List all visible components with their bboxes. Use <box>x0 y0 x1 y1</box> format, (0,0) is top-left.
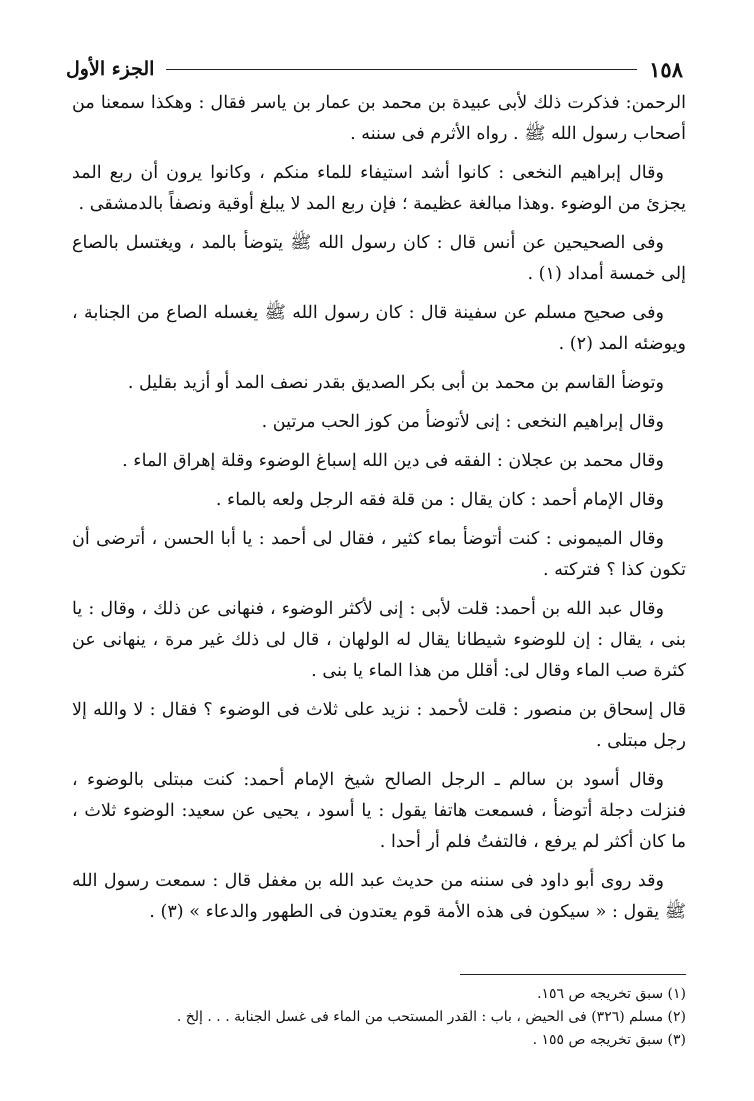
paragraph: وقال محمد بن عجلان : الفقه فى دين الله إسباغ الوضوء وقلة إهراق الماء . <box>122 451 664 471</box>
footnote: (٢) مسلم (٣٢٦) فى الحيض ، باب : القدر المستحب من الماء فى غسل الجنابة . . . إلخ . <box>176 1009 686 1025</box>
paragraph: وقال إبراهيم النخعى : إنى لأتوضأ من كوز الحب مرتين . <box>261 412 664 432</box>
paragraph: وتوضأ القاسم بن محمد بن أبى بكر الصديق بقدر نصف المد أو أزيد بقليل . <box>127 373 664 393</box>
page-header <box>66 54 683 84</box>
paragraph: قال إسحاق بن منصور : قلت لأحمد : نزيد على ثلاث فى الوضوء ؟ فقال : لا والله إلا رجل مبتلى . <box>72 700 686 751</box>
paragraph: وقال أسود بن سالم ـ الرجل الصالح شيخ الإمام أحمد: كنت مبتلى بالوضوء ، فنزلت دجلة أتوضأ ، فسمعت هاتفا يقول : يا أسود ، يحيى عن سعيد: الوضوء ثلاث ، ما كان أكثر لم يرفع ، فالتفتُ فلم أر أحدا . <box>72 770 686 852</box>
footnote-divider <box>460 974 686 975</box>
paragraph: وقال الإمام أحمد : كان يقال : من قلة فقه الرجل ولعه بالماء . <box>215 490 664 510</box>
paragraph: وقال الميمونى : كنت أتوضأ بماء كثير ، فقال لى أحمد : يا أبا الحسن ، أترضى أن تكون كذا ؟ فتركته . <box>72 529 686 580</box>
paragraph: وقد روى أبو داود فى سننه من حديث عبد الله بن مغفل قال : سمعت رسول الله ﷺ يقول : « سيكون فى هذه الأمة قوم يعتدون فى الطهور والدعاء » (٣) . <box>72 871 686 922</box>
footnote: (٣) سبق تخريجه ص ١٥٥ . <box>532 1032 686 1048</box>
paragraph: وفى الصحيحين عن أنس قال : كان رسول الله ﷺ يتوضأ بالمد ، ويغتسل بالصاع إلى خمسة أمداد (١) . <box>72 233 686 284</box>
paragraph: الرحمن: فذكرت ذلك لأبى عبيدة بن محمد بن عمار بن ياسر فقال : وهكذا سمعنا من أصحاب رسول الله ﷺ . رواه الأثرم فى سننه . <box>72 93 686 144</box>
page-number: ١٥٨ <box>649 56 683 82</box>
footnotes <box>72 983 686 1052</box>
footnote: (١) سبق تخريجه ص ١٥٦. <box>537 986 686 1002</box>
volume-title: الجزء الأول <box>66 58 155 80</box>
paragraph: وفى صحيح مسلم عن سفينة قال : كان رسول الله ﷺ يغسله الصاع من الجنابة ، ويوضئه المد (٢) . <box>72 303 686 354</box>
main-text <box>72 88 686 936</box>
header-rule <box>166 69 637 70</box>
paragraph: وقال عبد الله بن أحمد: قلت لأبى : إنى لأكثر الوضوء ، فنهانى عن ذلك ، وقال : يا بنى ، يقال : إن للوضوء شيطانا يقال له الولهان ، قال لى ذلك غير مرة ، ينهانى عن كثرة صب الماء وقال لى: أقلل من هذا الماء يا بنى . <box>72 599 686 681</box>
paragraph: وقال إبراهيم النخعى : كانوا أشد استيفاء للماء منكم ، وكانوا يرون أن ربع المد يجزئ من الوضوء .وهذا مبالغة عظيمة ؛ فإن ربع المد لا يبلغ أوقية ونصفاً بالدمشقى . <box>72 163 686 214</box>
